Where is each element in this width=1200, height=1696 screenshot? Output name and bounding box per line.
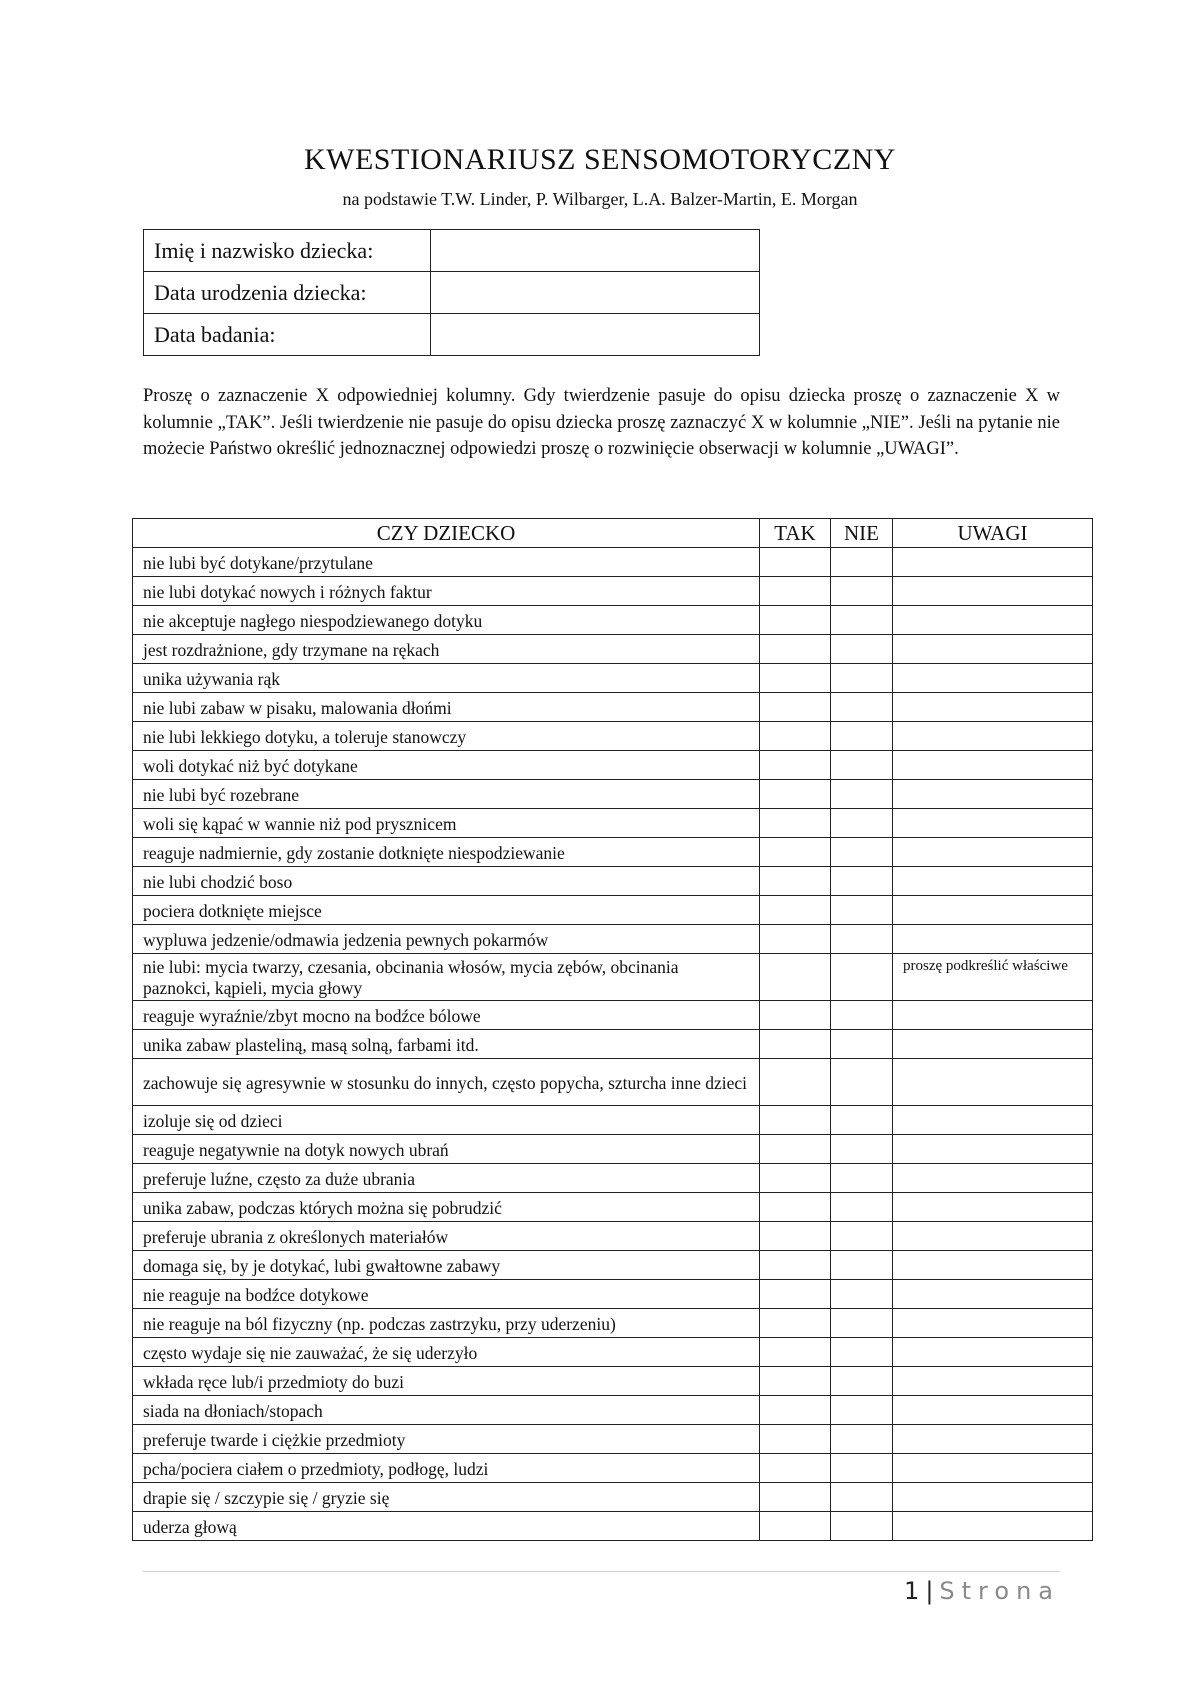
notes-cell[interactable]	[893, 1512, 1093, 1541]
yes-checkbox-cell[interactable]	[760, 1030, 831, 1059]
no-checkbox-cell[interactable]	[831, 838, 893, 867]
notes-cell[interactable]	[893, 1106, 1093, 1135]
table-row	[133, 867, 1093, 896]
info-label-exam-date: Data badania:	[144, 314, 431, 356]
no-checkbox-cell[interactable]	[831, 1135, 893, 1164]
yes-checkbox-cell[interactable]	[760, 1425, 831, 1454]
no-checkbox-cell[interactable]	[831, 577, 893, 606]
notes-cell[interactable]	[893, 1135, 1093, 1164]
info-value-birthdate[interactable]	[431, 272, 760, 314]
questionnaire-table	[132, 518, 1093, 1541]
question-text: preferuje twarde i ciężkie przedmioty	[133, 1425, 760, 1454]
yes-checkbox-cell[interactable]	[760, 1059, 831, 1106]
yes-checkbox-cell[interactable]	[760, 722, 831, 751]
yes-checkbox-cell[interactable]	[760, 664, 831, 693]
no-checkbox-cell[interactable]	[831, 722, 893, 751]
no-checkbox-cell[interactable]	[831, 693, 893, 722]
table-row	[133, 1338, 1093, 1367]
table-row	[133, 1106, 1093, 1135]
notes-cell[interactable]	[893, 867, 1093, 896]
no-checkbox-cell[interactable]	[831, 606, 893, 635]
no-checkbox-cell[interactable]	[831, 925, 893, 954]
question-text: reaguje wyraźnie/zbyt mocno na bodźce bólowe	[133, 1001, 760, 1030]
notes-cell[interactable]	[893, 1338, 1093, 1367]
page-word: Strona	[939, 1577, 1060, 1605]
question-text: drapie się / szczypie się / gryzie się	[133, 1483, 760, 1512]
question-text: zachowuje się agresywnie w stosunku do innych, często popycha, szturcha inne dzieci	[133, 1059, 760, 1106]
table-row	[133, 722, 1093, 751]
yes-checkbox-cell[interactable]	[760, 635, 831, 664]
table-row	[133, 838, 1093, 867]
no-checkbox-cell[interactable]	[831, 1059, 893, 1106]
table-row	[133, 1059, 1093, 1106]
yes-checkbox-cell[interactable]	[760, 1106, 831, 1135]
yes-checkbox-cell[interactable]	[760, 693, 831, 722]
question-text: woli dotykać niż być dotykane	[133, 751, 760, 780]
document-title: KWESTIONARIUSZ SENSOMOTORYCZNY	[304, 143, 896, 176]
question-text: wypluwa jedzenie/odmawia jedzenia pewnych pokarmów	[133, 925, 760, 954]
table-row	[133, 1030, 1093, 1059]
yes-checkbox-cell[interactable]	[760, 1309, 831, 1338]
notes-cell[interactable]	[893, 1164, 1093, 1193]
table-row	[133, 606, 1093, 635]
notes-cell[interactable]	[893, 1367, 1093, 1396]
notes-cell[interactable]	[893, 1222, 1093, 1251]
table-row	[133, 896, 1093, 925]
question-text: preferuje luźne, często za duże ubrania	[133, 1164, 760, 1193]
footer-divider	[143, 1571, 1060, 1572]
notes-cell[interactable]	[893, 1425, 1093, 1454]
question-text: unika używania rąk	[133, 664, 760, 693]
yes-checkbox-cell[interactable]	[760, 809, 831, 838]
notes-cell[interactable]	[893, 606, 1093, 635]
question-text: nie akceptuje nagłego niespodziewanego dotyku	[133, 606, 760, 635]
no-checkbox-cell[interactable]	[831, 1338, 893, 1367]
question-text: nie lubi być dotykane/przytulane	[133, 548, 760, 577]
question-text: wkłada ręce lub/i przedmioty do buzi	[133, 1367, 760, 1396]
question-text: nie lubi lekkiego dotyku, a toleruje stanowczy	[133, 722, 760, 751]
table-row	[133, 577, 1093, 606]
questionnaire-body	[133, 548, 1093, 1541]
header-yes: TAK	[760, 519, 831, 548]
no-checkbox-cell[interactable]	[831, 1001, 893, 1030]
table-row	[133, 1512, 1093, 1541]
table-row	[133, 925, 1093, 954]
yes-checkbox-cell[interactable]	[760, 1001, 831, 1030]
question-text: uderza głową	[133, 1512, 760, 1541]
table-row	[133, 1483, 1093, 1512]
notes-cell[interactable]	[893, 925, 1093, 954]
page-number: 1	[904, 1577, 920, 1605]
notes-cell[interactable]	[893, 1483, 1093, 1512]
no-checkbox-cell[interactable]	[831, 1454, 893, 1483]
notes-cell[interactable]	[893, 1396, 1093, 1425]
question-text: siada na dłoniach/stopach	[133, 1396, 760, 1425]
notes-cell[interactable]	[893, 751, 1093, 780]
no-checkbox-cell[interactable]	[831, 1396, 893, 1425]
question-text: preferuje ubrania z określonych materiałów	[133, 1222, 760, 1251]
question-text: nie lubi dotykać nowych i różnych faktur	[133, 577, 760, 606]
notes-cell[interactable]	[893, 1001, 1093, 1030]
no-checkbox-cell[interactable]	[831, 548, 893, 577]
notes-cell[interactable]	[893, 1251, 1093, 1280]
no-checkbox-cell[interactable]	[831, 1512, 893, 1541]
notes-cell[interactable]	[893, 780, 1093, 809]
table-row	[133, 664, 1093, 693]
no-checkbox-cell[interactable]	[831, 635, 893, 664]
notes-cell[interactable]	[893, 838, 1093, 867]
question-text: nie reaguje na bodźce dotykowe	[133, 1280, 760, 1309]
no-checkbox-cell[interactable]	[831, 1164, 893, 1193]
table-row	[133, 1135, 1093, 1164]
no-checkbox-cell[interactable]	[831, 896, 893, 925]
question-text: nie reaguje na ból fizyczny (np. podczas zastrzyku, przy uderzeniu)	[133, 1309, 760, 1338]
table-row	[133, 751, 1093, 780]
notes-cell[interactable]: proszę podkreślić właściwe	[893, 954, 1093, 1001]
yes-checkbox-cell[interactable]	[760, 1512, 831, 1541]
table-row	[133, 1251, 1093, 1280]
yes-checkbox-cell[interactable]	[760, 954, 831, 1001]
question-text: nie lubi chodzić boso	[133, 867, 760, 896]
no-checkbox-cell[interactable]	[831, 1106, 893, 1135]
table-row	[133, 693, 1093, 722]
instructions-paragraph: Proszę o zaznaczenie X odpowiedniej kolumny. Gdy twierdzenie pasuje do opisu dziecka proszę o zaznaczenie X w kolumnie „TAK”. Jeśli twierdzenie nie pasuje do opisu dziecka proszę zaznaczyć X w kolumnie „NIE”. Jeśli na pytanie nie możecie Państwo określić jednoznacznej odpowiedzi proszę o rozwinięcie obserwacji w kolumnie „UWAGI”.	[143, 386, 1060, 459]
info-label-birthdate: Data urodzenia dziecka:	[144, 272, 431, 314]
no-checkbox-cell[interactable]	[831, 1280, 893, 1309]
notes-cell[interactable]	[893, 1059, 1093, 1106]
yes-checkbox-cell[interactable]	[760, 606, 831, 635]
info-label-name: Imię i nazwisko dziecka:	[144, 230, 431, 272]
questionnaire-header-row	[133, 519, 1093, 548]
notes-cell[interactable]	[893, 693, 1093, 722]
question-text: nie lubi zabaw w pisaku, malowania dłońmi	[133, 693, 760, 722]
yes-checkbox-cell[interactable]	[760, 1454, 831, 1483]
info-row-birthdate	[144, 272, 760, 314]
yes-checkbox-cell[interactable]	[760, 1222, 831, 1251]
no-checkbox-cell[interactable]	[831, 1309, 893, 1338]
table-row	[133, 1164, 1093, 1193]
no-checkbox-cell[interactable]	[831, 1251, 893, 1280]
yes-checkbox-cell[interactable]	[760, 1280, 831, 1309]
no-checkbox-cell[interactable]	[831, 1425, 893, 1454]
yes-checkbox-cell[interactable]	[760, 896, 831, 925]
table-row	[133, 1396, 1093, 1425]
question-text: unika zabaw plasteliną, masą solną, farbami itd.	[133, 1030, 760, 1059]
question-text: pcha/pociera ciałem o przedmioty, podłogę, ludzi	[133, 1454, 760, 1483]
info-row-name	[144, 230, 760, 272]
no-checkbox-cell[interactable]	[831, 809, 893, 838]
table-row	[133, 1425, 1093, 1454]
yes-checkbox-cell[interactable]	[760, 838, 831, 867]
question-text: reaguje negatywnie na dotyk nowych ubrań	[133, 1135, 760, 1164]
yes-checkbox-cell[interactable]	[760, 548, 831, 577]
no-checkbox-cell[interactable]	[831, 751, 893, 780]
notes-cell[interactable]	[893, 635, 1093, 664]
notes-cell[interactable]	[893, 548, 1093, 577]
page-footer	[904, 1577, 1060, 1605]
notes-cell[interactable]	[893, 809, 1093, 838]
document-subtitle: na podstawie T.W. Linder, P. Wilbarger, L.A. Balzer-Martin, E. Morgan	[342, 189, 858, 209]
question-text: często wydaje się nie zauważać, że się uderzyło	[133, 1338, 760, 1367]
no-checkbox-cell[interactable]	[831, 1193, 893, 1222]
question-text: nie lubi: mycia twarzy, czesania, obcinania włosów, mycia zębów, obcinania paznokci, kąpieli, mycia głowy	[133, 954, 760, 1001]
yes-checkbox-cell[interactable]	[760, 1338, 831, 1367]
table-row	[133, 780, 1093, 809]
table-row	[133, 1309, 1093, 1338]
info-row-exam-date	[144, 314, 760, 356]
yes-checkbox-cell[interactable]	[760, 751, 831, 780]
question-text: pociera dotknięte miejsce	[133, 896, 760, 925]
table-row	[133, 954, 1093, 1001]
table-row	[133, 548, 1093, 577]
notes-cell[interactable]	[893, 664, 1093, 693]
header-notes: UWAGI	[893, 519, 1093, 548]
yes-checkbox-cell[interactable]	[760, 925, 831, 954]
question-text: woli się kąpać w wannie niż pod prysznicem	[133, 809, 760, 838]
table-row	[133, 1193, 1093, 1222]
footer-separator: |	[925, 1577, 934, 1605]
yes-checkbox-cell[interactable]	[760, 1193, 831, 1222]
notes-cell[interactable]	[893, 896, 1093, 925]
table-row	[133, 1454, 1093, 1483]
notes-cell[interactable]	[893, 1454, 1093, 1483]
child-info-table	[143, 229, 760, 356]
notes-cell[interactable]	[893, 1030, 1093, 1059]
yes-checkbox-cell[interactable]	[760, 867, 831, 896]
no-checkbox-cell[interactable]	[831, 664, 893, 693]
no-checkbox-cell[interactable]	[831, 954, 893, 1001]
info-value-exam-date[interactable]	[431, 314, 760, 356]
notes-cell[interactable]	[893, 1193, 1093, 1222]
no-checkbox-cell[interactable]	[831, 780, 893, 809]
table-row	[133, 1280, 1093, 1309]
table-row	[133, 635, 1093, 664]
question-text: izoluje się od dzieci	[133, 1106, 760, 1135]
notes-cell[interactable]	[893, 1280, 1093, 1309]
question-text: domaga się, by je dotykać, lubi gwałtowne zabawy	[133, 1251, 760, 1280]
no-checkbox-cell[interactable]	[831, 867, 893, 896]
question-text: reaguje nadmiernie, gdy zostanie dotknięte niespodziewanie	[133, 838, 760, 867]
table-row	[133, 1222, 1093, 1251]
no-checkbox-cell[interactable]	[831, 1483, 893, 1512]
table-row	[133, 1367, 1093, 1396]
info-value-name[interactable]	[431, 230, 760, 272]
yes-checkbox-cell[interactable]	[760, 1396, 831, 1425]
yes-checkbox-cell[interactable]	[760, 1164, 831, 1193]
question-text: nie lubi być rozebrane	[133, 780, 760, 809]
yes-checkbox-cell[interactable]	[760, 780, 831, 809]
yes-checkbox-cell[interactable]	[760, 1367, 831, 1396]
yes-checkbox-cell[interactable]	[760, 577, 831, 606]
no-checkbox-cell[interactable]	[831, 1030, 893, 1059]
yes-checkbox-cell[interactable]	[760, 1135, 831, 1164]
no-checkbox-cell[interactable]	[831, 1222, 893, 1251]
yes-checkbox-cell[interactable]	[760, 1483, 831, 1512]
yes-checkbox-cell[interactable]	[760, 1251, 831, 1280]
table-row	[133, 1001, 1093, 1030]
notes-cell[interactable]	[893, 577, 1093, 606]
question-text: unika zabaw, podczas których można się pobrudzić	[133, 1193, 760, 1222]
notes-cell[interactable]	[893, 722, 1093, 751]
table-row	[133, 809, 1093, 838]
question-text: jest rozdrażnione, gdy trzymane na rękach	[133, 635, 760, 664]
no-checkbox-cell[interactable]	[831, 1367, 893, 1396]
notes-cell[interactable]	[893, 1309, 1093, 1338]
header-no: NIE	[831, 519, 893, 548]
header-question: CZY DZIECKO	[133, 519, 760, 548]
